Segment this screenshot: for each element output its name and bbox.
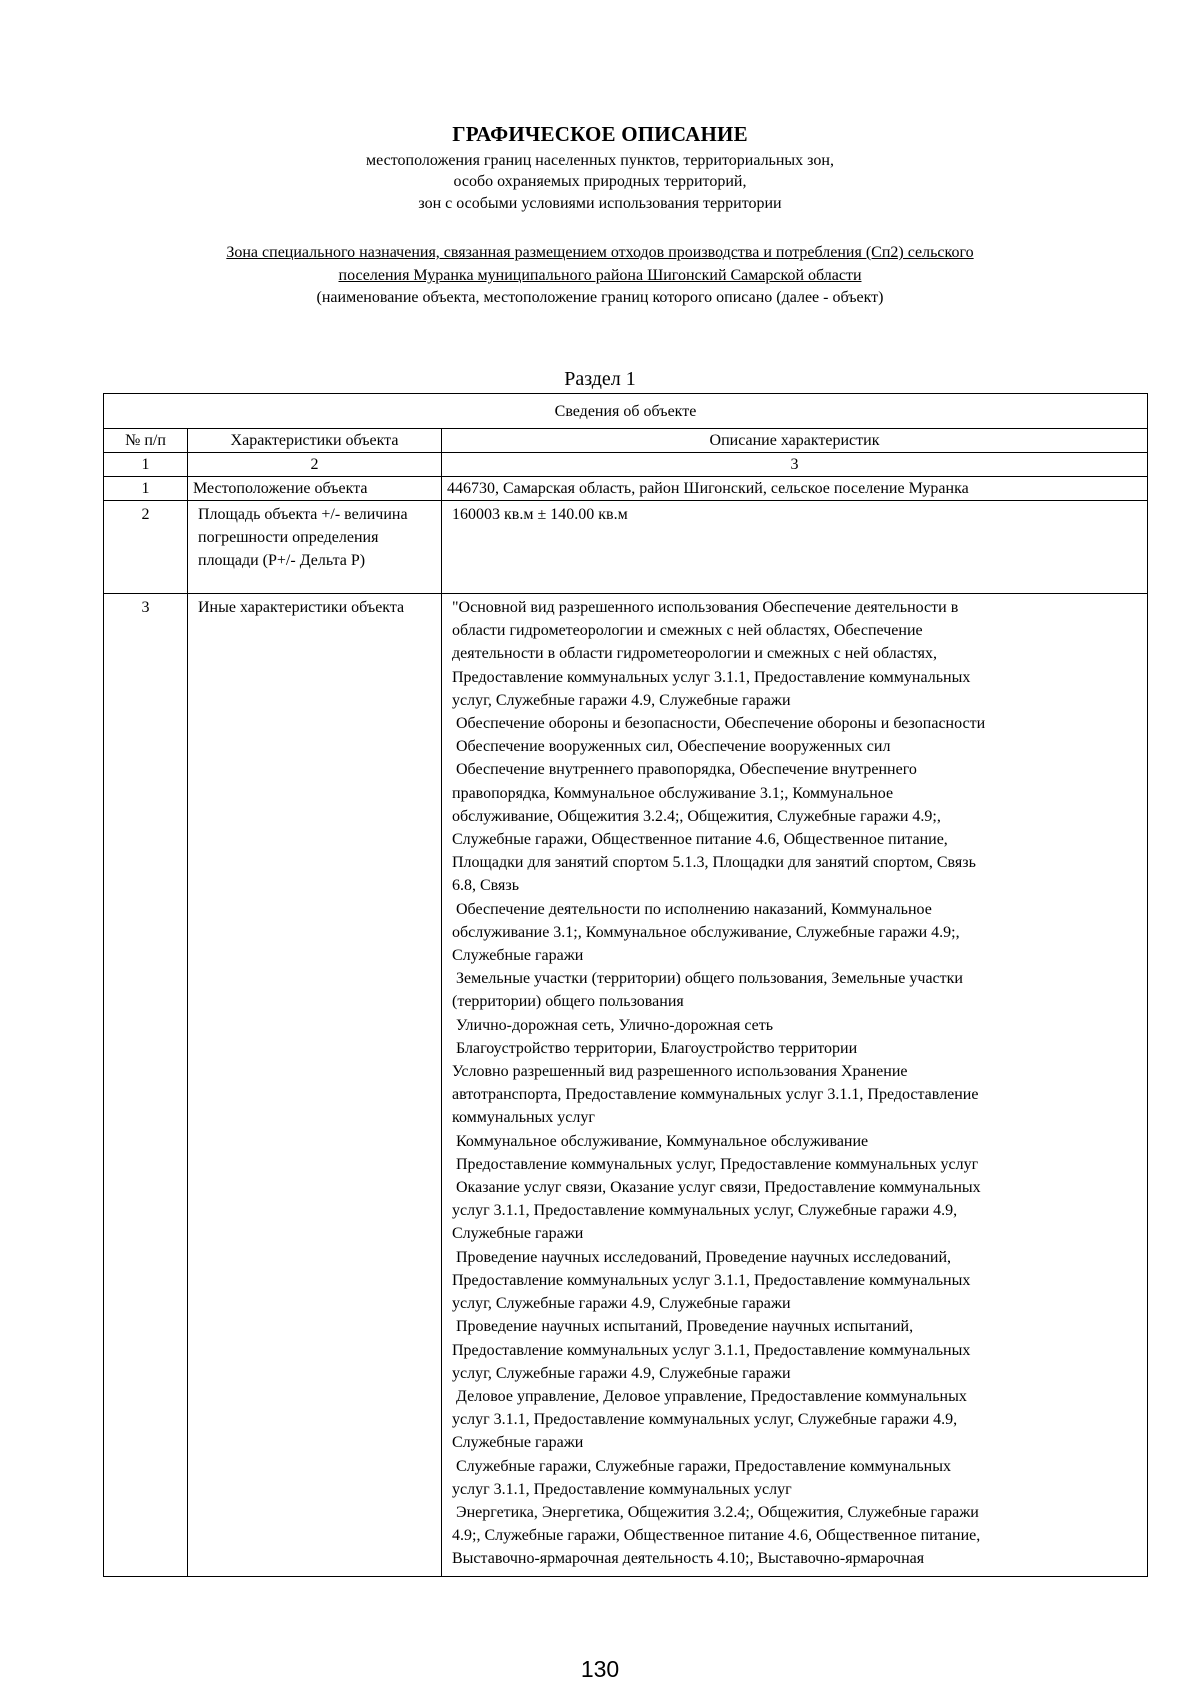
table-column-number-row [104, 453, 1148, 477]
description-line: Коммунальное обслуживание, Коммунальное обслуживание [452, 1132, 869, 1150]
object-info-table [103, 393, 1148, 1577]
table-caption: Сведения об объекте [104, 394, 1148, 429]
description-line: Служебные гаражи, Общественное питание 4.6, Общественное питание, [452, 831, 948, 849]
description-line: Предоставление коммунальных услуг 3.1.1, Предоставление коммунальных [452, 1271, 971, 1289]
description-line: Обеспечение вооруженных сил, Обеспечение вооруженных сил [452, 738, 891, 756]
table-row [104, 594, 1148, 1577]
column-header-description: Описание характеристик [442, 429, 1148, 453]
row-characteristic: Площадь объекта +/- величина погрешности определения площади (P+/- Дельта P) [188, 501, 442, 594]
row-characteristic: Иные характеристики объекта [188, 594, 442, 1577]
column-header-number: № п/п [104, 429, 188, 453]
document-subtitle-line-1: местоположения границ населенных пунктов, территориальных зон, [366, 152, 834, 169]
description-line: Оказание услуг связи, Оказание услуг связи, Предоставление коммунальных [452, 1179, 981, 1197]
description-line: Служебные гаражи [452, 1434, 584, 1452]
description-line: Служебные гаражи [452, 947, 584, 965]
document-subtitle-line-2: особо охраняемых природных территорий, [453, 173, 747, 190]
column-number-3: 3 [442, 453, 1148, 477]
description-line: Обеспечение обороны и безопасности, Обеспечение обороны и безопасности [452, 715, 986, 733]
description-line: Деловое управление, Деловое управление, Предоставление коммунальных [452, 1387, 967, 1405]
table-caption-row [104, 394, 1148, 429]
row-characteristic: Местоположение объекта [188, 477, 442, 501]
description-line: Земельные участки (территории) общего пользования, Земельные участки [452, 970, 963, 988]
table-row [104, 501, 1148, 594]
column-number-2: 2 [188, 453, 442, 477]
row-description: 446730, Самарская область, район Шигонский, сельское поселение Муранка [442, 477, 1148, 501]
description-line: Выставочно-ярмарочная деятельность 4.10;, Выставочно-ярмарочная [452, 1550, 925, 1568]
description-line: Предоставление коммунальных услуг, Предоставление коммунальных услуг [452, 1155, 979, 1173]
description-line: Предоставление коммунальных услуг 3.1.1, Предоставление коммунальных [452, 1341, 971, 1359]
description-line: Проведение научных исследований, Проведение научных исследований, [452, 1248, 951, 1266]
description-line: Энергетика, Энергетика, Общежития 3.2.4;, Общежития, Служебные гаражи [452, 1503, 979, 1521]
document-title: ГРАФИЧЕСКОЕ ОПИСАНИЕ [452, 122, 748, 146]
description-line: Служебные гаражи [452, 1225, 584, 1243]
description-line: 6.8, Связь [452, 877, 519, 895]
description-line: 4.9;, Служебные гаражи, Общественное питание 4.6, Общественное питание, [452, 1527, 981, 1545]
description-line: обслуживание, Общежития 3.2.4;, Общежития, Служебные гаражи 4.9;, [452, 807, 941, 825]
description-line: Обеспечение деятельности по исполнению наказаний, Коммунальное [452, 900, 932, 918]
description-line: Улично-дорожная сеть, Улично-дорожная сеть [452, 1016, 774, 1034]
description-line: услуг, Служебные гаражи 4.9, Служебные гаражи [452, 691, 791, 709]
row-number: 2 [104, 501, 188, 594]
document-subtitle-line-3: зон с особыми условиями использования территории [418, 195, 782, 212]
description-line: Благоустройство территории, Благоустройство территории [452, 1039, 858, 1057]
description-line: Условно разрешенный вид разрешенного использования Хранение [452, 1063, 908, 1081]
description-line: услуг, Служебные гаражи 4.9, Служебные гаражи [452, 1295, 791, 1313]
column-header-characteristic: Характеристики объекта [188, 429, 442, 453]
description-line: услуг 3.1.1, Предоставление коммунальных услуг [452, 1480, 792, 1498]
row-description: 160003 кв.м ± 140.00 кв.м [442, 501, 1148, 594]
description-line: услуг 3.1.1, Предоставление коммунальных услуг, Служебные гаражи 4.9, [452, 1202, 958, 1220]
column-number-1: 1 [104, 453, 188, 477]
description-line: (территории) общего пользования [452, 993, 684, 1011]
description-line: Обеспечение внутреннего правопорядка, Обеспечение внутреннего [452, 761, 917, 779]
description-line: Предоставление коммунальных услуг 3.1.1, Предоставление коммунальных [452, 668, 971, 686]
description-line: услуг, Служебные гаражи 4.9, Служебные гаражи [452, 1364, 791, 1382]
page-number: 130 [580, 1656, 620, 1682]
description-line: услуг 3.1.1, Предоставление коммунальных услуг, Служебные гаражи 4.9, [452, 1411, 958, 1429]
object-name-line-2: поселения Муранка муниципального района Шигонский Самарской области [338, 267, 862, 284]
section-title: Раздел 1 [564, 368, 636, 390]
object-caption: (наименование объекта, местоположение границ которого описано (далее - объект) [316, 289, 884, 306]
description-line: Площадки для занятий спортом 5.1.3, Площадки для занятий спортом, Связь [452, 854, 976, 872]
description-line: автотранспорта, Предоставление коммунальных услуг 3.1.1, Предоставление [452, 1086, 979, 1104]
description-line: деятельности в области гидрометеорологии и смежных с ней областях, [452, 645, 938, 663]
object-name-line-1: Зона специального назначения, связанная размещением отходов производства и потребления (Сп2) сельского [226, 244, 974, 261]
row-description [442, 594, 1148, 1577]
table-row [104, 477, 1148, 501]
description-line: Проведение научных испытаний, Проведение научных испытаний, [452, 1318, 914, 1336]
description-line: "Основной вид разрешенного использования Обеспечение деятельности в [452, 599, 959, 616]
row-number: 1 [104, 477, 188, 501]
table-header-row [104, 429, 1148, 453]
description-line: правопорядка, Коммунальное обслуживание 3.1;, Коммунальное [452, 784, 894, 802]
description-line: коммунальных услуг [452, 1109, 595, 1127]
description-line: обслуживание 3.1;, Коммунальное обслуживание, Служебные гаражи 4.9;, [452, 923, 960, 941]
description-line: Служебные гаражи, Служебные гаражи, Предоставление коммунальных [452, 1457, 951, 1475]
row-number: 3 [104, 594, 188, 1577]
description-line: области гидрометеорологии и смежных с ней областях, Обеспечение [452, 622, 923, 640]
